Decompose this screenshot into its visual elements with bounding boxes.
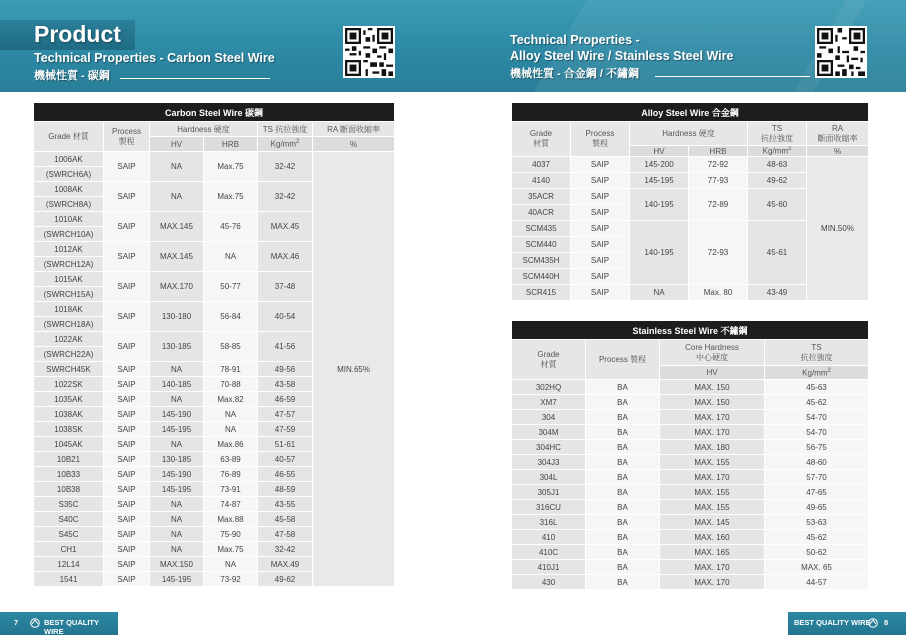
grade-cell: 304L bbox=[512, 470, 586, 485]
process-cell: SAIP bbox=[104, 572, 150, 587]
grade-cell: 1022SK bbox=[34, 377, 104, 392]
hrb-cell: 73-91 bbox=[204, 482, 258, 497]
process-cell: SAIP bbox=[104, 557, 150, 572]
stainless-steel-table bbox=[511, 320, 869, 590]
grade-cell: SCM435H bbox=[512, 253, 571, 269]
col-header-process: Process 製程 bbox=[104, 122, 150, 152]
ts-cell: 45-62 bbox=[765, 395, 869, 410]
grade-cell: (SWRCH8A) bbox=[34, 197, 104, 212]
table-row bbox=[512, 455, 869, 470]
page-number: 7 bbox=[14, 618, 19, 627]
hv-cell: 130-180 bbox=[150, 302, 204, 332]
hrb-cell: 72-89 bbox=[689, 189, 748, 221]
table-row bbox=[512, 500, 869, 515]
grade-cell: 1015AK bbox=[34, 272, 104, 287]
grade-cell: 4037 bbox=[512, 157, 571, 173]
hrb-cell: Max.75 bbox=[204, 152, 258, 182]
grade-cell: 316L bbox=[512, 515, 586, 530]
hv-cell: 140-185 bbox=[150, 377, 204, 392]
hv-cell: 140-195 bbox=[630, 221, 689, 285]
hv-cell: 130-185 bbox=[150, 332, 204, 362]
col-header-ts: TS 抗拉強度 bbox=[748, 122, 807, 146]
hrb-cell: Max.75 bbox=[204, 542, 258, 557]
process-cell: SAIP bbox=[571, 285, 630, 301]
hv-cell: NA bbox=[150, 542, 204, 557]
grade-cell: 1018AK bbox=[34, 302, 104, 317]
process-cell: SAIP bbox=[104, 467, 150, 482]
hrb-cell: Max.88 bbox=[204, 512, 258, 527]
ts-cell: 45-60 bbox=[748, 189, 807, 221]
process-cell: SAIP bbox=[104, 542, 150, 557]
hv-cell: MAX. 155 bbox=[660, 500, 765, 515]
hrb-cell: 70-88 bbox=[204, 377, 258, 392]
ts-cell: 43-58 bbox=[258, 377, 313, 392]
grade-cell: 1038AK bbox=[34, 407, 104, 422]
grade-cell: SCM440H bbox=[512, 269, 571, 285]
hv-cell: NA bbox=[150, 512, 204, 527]
hv-cell: MAX.150 bbox=[150, 557, 204, 572]
grade-cell: 304M bbox=[512, 425, 586, 440]
col-header-grade: Grade 材質 bbox=[512, 122, 571, 157]
grade-cell: 304HC bbox=[512, 440, 586, 455]
process-cell: BA bbox=[586, 485, 660, 500]
right-title-line1: Technical Properties - bbox=[510, 33, 640, 47]
ts-cell: MAX.45 bbox=[258, 212, 313, 242]
table-row bbox=[512, 575, 869, 590]
process-cell: BA bbox=[586, 410, 660, 425]
process-cell: SAIP bbox=[104, 407, 150, 422]
grade-cell: (SWRCH15A) bbox=[34, 287, 104, 302]
grade-cell: 1045AK bbox=[34, 437, 104, 452]
hv-cell: MAX.145 bbox=[150, 242, 204, 272]
footer-left bbox=[0, 612, 118, 635]
grade-cell: 1022AK bbox=[34, 332, 104, 347]
grade-cell: 1008AK bbox=[34, 182, 104, 197]
grade-cell: 410C bbox=[512, 545, 586, 560]
hv-cell: MAX.145 bbox=[150, 212, 204, 242]
process-cell: BA bbox=[586, 395, 660, 410]
hv-cell: 140-195 bbox=[630, 189, 689, 221]
process-cell: BA bbox=[586, 470, 660, 485]
hv-cell: 145-195 bbox=[630, 173, 689, 189]
ts-cell: 54-70 bbox=[765, 410, 869, 425]
process-cell: SAIP bbox=[104, 302, 150, 332]
hv-cell: NA bbox=[150, 392, 204, 407]
hrb-cell: Max. 80 bbox=[689, 285, 748, 301]
hv-cell: MAX. 150 bbox=[660, 395, 765, 410]
ts-cell: 40-57 bbox=[258, 452, 313, 467]
hv-cell: MAX. 150 bbox=[660, 380, 765, 395]
left-title: Technical Properties - Carbon Steel Wire bbox=[34, 51, 275, 65]
grade-cell: 10B33 bbox=[34, 467, 104, 482]
ts-cell: 48-59 bbox=[258, 482, 313, 497]
grade-cell: SCR415 bbox=[512, 285, 571, 301]
process-cell: SAIP bbox=[104, 212, 150, 242]
ts-cell: 44-57 bbox=[765, 575, 869, 590]
ts-cell: 32-42 bbox=[258, 542, 313, 557]
grade-cell: 304 bbox=[512, 410, 586, 425]
col-header-hv: HV bbox=[630, 146, 689, 157]
ts-cell: 53-63 bbox=[765, 515, 869, 530]
col-header-ra: RA 斷面收縮率 bbox=[313, 122, 395, 137]
process-cell: SAIP bbox=[104, 437, 150, 452]
process-cell: BA bbox=[586, 530, 660, 545]
process-cell: SAIP bbox=[104, 512, 150, 527]
table-row bbox=[512, 485, 869, 500]
hv-cell: NA bbox=[150, 182, 204, 212]
ts-cell: 54-70 bbox=[765, 425, 869, 440]
table-row bbox=[512, 545, 869, 560]
hrb-cell: 74-87 bbox=[204, 497, 258, 512]
hv-cell: 145-190 bbox=[150, 467, 204, 482]
ts-cell: 49-62 bbox=[748, 173, 807, 189]
carbon-steel-table bbox=[33, 102, 395, 587]
col-header-unit: $Kg/mm^2$ bbox=[765, 366, 869, 380]
process-cell: SAIP bbox=[104, 527, 150, 542]
grade-cell: 410 bbox=[512, 530, 586, 545]
hv-cell: 145-195 bbox=[150, 422, 204, 437]
grade-cell: (SWRCH12A) bbox=[34, 257, 104, 272]
table-row bbox=[512, 425, 869, 440]
process-cell: SAIP bbox=[104, 482, 150, 497]
footer-brand: BEST QUALITY WIRE bbox=[44, 618, 99, 636]
col-header-hv: HV bbox=[150, 137, 204, 152]
right-underline bbox=[655, 76, 810, 77]
process-cell: BA bbox=[586, 560, 660, 575]
hrb-cell: 72-93 bbox=[689, 221, 748, 285]
col-header-core-hardness: Core Hardness 中心硬度 bbox=[660, 340, 765, 366]
process-cell: SAIP bbox=[571, 173, 630, 189]
process-cell: SAIP bbox=[104, 377, 150, 392]
process-cell: SAIP bbox=[104, 272, 150, 302]
grade-cell: (SWRCH18A) bbox=[34, 317, 104, 332]
hv-cell: MAX. 170 bbox=[660, 410, 765, 425]
brand-logo-icon bbox=[868, 618, 878, 628]
carbon-table-title: Carbon Steel Wire 碳鋼 bbox=[34, 103, 395, 122]
product-tab bbox=[0, 20, 135, 50]
col-header-unit: $Kg/mm^2$ bbox=[748, 146, 807, 157]
table-row bbox=[512, 410, 869, 425]
ts-cell: 46-59 bbox=[258, 392, 313, 407]
grade-cell: 10B38 bbox=[34, 482, 104, 497]
col-header-ts: TS 抗拉強度 bbox=[765, 340, 869, 366]
hrb-cell: NA bbox=[204, 557, 258, 572]
process-cell: SAIP bbox=[104, 332, 150, 362]
hrb-cell: 73-92 bbox=[204, 572, 258, 587]
hrb-cell: Max.82 bbox=[204, 392, 258, 407]
hrb-cell: 78-91 bbox=[204, 362, 258, 377]
hv-cell: 145-190 bbox=[150, 407, 204, 422]
grade-cell: (SWRCH22A) bbox=[34, 347, 104, 362]
col-header-process: Process 製程 bbox=[571, 122, 630, 157]
process-cell: SAIP bbox=[104, 392, 150, 407]
grade-cell: 10B21 bbox=[34, 452, 104, 467]
grade-cell: S35C bbox=[34, 497, 104, 512]
hv-cell: NA bbox=[630, 285, 689, 301]
ts-cell: 47-57 bbox=[258, 407, 313, 422]
col-header-ra: RA 斷面收縮率 bbox=[807, 122, 869, 146]
hrb-cell: 76-89 bbox=[204, 467, 258, 482]
table-row bbox=[512, 380, 869, 395]
hv-cell: NA bbox=[150, 527, 204, 542]
process-cell: SAIP bbox=[104, 422, 150, 437]
brand-logo-icon bbox=[30, 618, 40, 628]
ts-cell: 46-55 bbox=[258, 467, 313, 482]
table-row bbox=[512, 515, 869, 530]
ts-cell: 41-56 bbox=[258, 332, 313, 362]
hv-cell: 145-195 bbox=[150, 482, 204, 497]
grade-cell: XM7 bbox=[512, 395, 586, 410]
process-cell: SAIP bbox=[571, 157, 630, 173]
hrb-cell: NA bbox=[204, 422, 258, 437]
grade-cell: 410J1 bbox=[512, 560, 586, 575]
grade-cell: S40C bbox=[34, 512, 104, 527]
col-header-grade: Grade 材質 bbox=[512, 340, 586, 380]
ts-cell: MAX.46 bbox=[258, 242, 313, 272]
hrb-cell: Max.86 bbox=[204, 437, 258, 452]
col-header-percent: % bbox=[807, 146, 869, 157]
table-row bbox=[512, 395, 869, 410]
process-cell: SAIP bbox=[571, 253, 630, 269]
hv-cell: MAX.170 bbox=[150, 272, 204, 302]
process-cell: SAIP bbox=[571, 205, 630, 221]
grade-cell: 35ACR bbox=[512, 189, 571, 205]
alloy-steel-table bbox=[511, 102, 869, 301]
hrb-cell: 45-76 bbox=[204, 212, 258, 242]
qr-code-icon[interactable] bbox=[815, 26, 867, 78]
grade-cell: (SWRCH10A) bbox=[34, 227, 104, 242]
col-header-hardness: Hardness 硬度 bbox=[150, 122, 258, 137]
table-row bbox=[512, 560, 869, 575]
process-cell: BA bbox=[586, 575, 660, 590]
grade-cell: 304J3 bbox=[512, 455, 586, 470]
hrb-cell: 50-77 bbox=[204, 272, 258, 302]
hv-cell: MAX. 155 bbox=[660, 485, 765, 500]
ts-cell: 47-59 bbox=[258, 422, 313, 437]
hv-cell: MAX. 165 bbox=[660, 545, 765, 560]
table-row bbox=[34, 152, 395, 167]
process-cell: SAIP bbox=[571, 189, 630, 205]
hv-cell: 145-200 bbox=[630, 157, 689, 173]
grade-cell: SWRCH45K bbox=[34, 362, 104, 377]
ts-cell: 32-42 bbox=[258, 152, 313, 182]
ts-cell: 40-54 bbox=[258, 302, 313, 332]
grade-cell: CH1 bbox=[34, 542, 104, 557]
right-title-line2: Alloy Steel Wire / Stainless Steel Wire bbox=[510, 49, 734, 63]
col-header-hrb: HRB bbox=[204, 137, 258, 152]
ts-cell: 50-62 bbox=[765, 545, 869, 560]
col-header-hv: HV bbox=[660, 366, 765, 380]
grade-cell: S45C bbox=[34, 527, 104, 542]
ts-cell: 48-60 bbox=[765, 455, 869, 470]
col-header-percent: % bbox=[313, 137, 395, 152]
process-cell: BA bbox=[586, 500, 660, 515]
process-cell: SAIP bbox=[104, 242, 150, 272]
process-cell: SAIP bbox=[104, 182, 150, 212]
process-cell: SAIP bbox=[104, 497, 150, 512]
grade-cell: 430 bbox=[512, 575, 586, 590]
hrb-cell: 72-92 bbox=[689, 157, 748, 173]
process-cell: BA bbox=[586, 545, 660, 560]
grade-cell: 1035AK bbox=[34, 392, 104, 407]
grade-cell: 1010AK bbox=[34, 212, 104, 227]
hv-cell: 130-185 bbox=[150, 452, 204, 467]
ra-cell: MIN.65% bbox=[313, 152, 395, 587]
product-heading: Product bbox=[34, 21, 121, 47]
alloy-table-title: Alloy Steel Wire 合金鋼 bbox=[512, 103, 869, 122]
ts-cell: 57-70 bbox=[765, 470, 869, 485]
hrb-cell: 58-85 bbox=[204, 332, 258, 362]
col-header-hrb: HRB bbox=[689, 146, 748, 157]
grade-cell: 12L14 bbox=[34, 557, 104, 572]
hrb-cell: 77-93 bbox=[689, 173, 748, 189]
ts-cell: MAX. 65 bbox=[765, 560, 869, 575]
hrb-cell: 75-90 bbox=[204, 527, 258, 542]
hv-cell: NA bbox=[150, 362, 204, 377]
ts-cell: 45-61 bbox=[748, 221, 807, 285]
hrb-cell: NA bbox=[204, 242, 258, 272]
ts-cell: 45-58 bbox=[258, 512, 313, 527]
hv-cell: MAX. 160 bbox=[660, 530, 765, 545]
grade-cell: SCM435 bbox=[512, 221, 571, 237]
footer-right bbox=[788, 612, 906, 635]
stainless-table-title: Stainless Steel Wire 不鏽鋼 bbox=[512, 321, 869, 340]
process-cell: BA bbox=[586, 440, 660, 455]
left-underline bbox=[120, 78, 270, 79]
grade-cell: 305J1 bbox=[512, 485, 586, 500]
ra-cell: MIN.50% bbox=[807, 157, 869, 301]
col-header-process: Process 製程 bbox=[586, 340, 660, 380]
hrb-cell: 63-89 bbox=[204, 452, 258, 467]
process-cell: SAIP bbox=[571, 221, 630, 237]
ts-cell: 45-63 bbox=[765, 380, 869, 395]
footer-brand: BEST QUALITY WIRE bbox=[794, 618, 871, 627]
hv-cell: 145-195 bbox=[150, 572, 204, 587]
process-cell: BA bbox=[586, 515, 660, 530]
ts-cell: 43-55 bbox=[258, 497, 313, 512]
table-row bbox=[512, 440, 869, 455]
process-cell: SAIP bbox=[104, 152, 150, 182]
process-cell: BA bbox=[586, 425, 660, 440]
grade-cell: 316CU bbox=[512, 500, 586, 515]
hv-cell: NA bbox=[150, 152, 204, 182]
qr-code-icon[interactable] bbox=[343, 26, 395, 78]
ts-cell: 49-56 bbox=[258, 362, 313, 377]
grade-cell: 302HQ bbox=[512, 380, 586, 395]
process-cell: SAIP bbox=[571, 237, 630, 253]
ts-cell: 43-49 bbox=[748, 285, 807, 301]
ts-cell: 47-65 bbox=[765, 485, 869, 500]
process-cell: BA bbox=[586, 380, 660, 395]
process-cell: SAIP bbox=[104, 362, 150, 377]
hv-cell: MAX. 170 bbox=[660, 560, 765, 575]
grade-cell: 1541 bbox=[34, 572, 104, 587]
ts-cell: MAX.49 bbox=[258, 557, 313, 572]
table-row bbox=[512, 470, 869, 485]
grade-cell: (SWRCH6A) bbox=[34, 167, 104, 182]
hv-cell: MAX. 155 bbox=[660, 455, 765, 470]
ts-cell: 49-65 bbox=[765, 500, 869, 515]
table-row bbox=[512, 530, 869, 545]
hv-cell: MAX. 170 bbox=[660, 575, 765, 590]
hrb-cell: Max.75 bbox=[204, 182, 258, 212]
ts-cell: 51-61 bbox=[258, 437, 313, 452]
grade-cell: SCM440 bbox=[512, 237, 571, 253]
hv-cell: MAX. 180 bbox=[660, 440, 765, 455]
grade-cell: 1012AK bbox=[34, 242, 104, 257]
ts-cell: 32-42 bbox=[258, 182, 313, 212]
hv-cell: NA bbox=[150, 497, 204, 512]
ts-cell: 49-62 bbox=[258, 572, 313, 587]
grade-cell: 40ACR bbox=[512, 205, 571, 221]
hv-cell: MAX. 170 bbox=[660, 470, 765, 485]
ts-cell: 37-48 bbox=[258, 272, 313, 302]
hrb-cell: 56-84 bbox=[204, 302, 258, 332]
page-number: 8 bbox=[884, 618, 889, 627]
ts-cell: 47-58 bbox=[258, 527, 313, 542]
col-header-ts: TS 抗拉強度 bbox=[258, 122, 313, 137]
ts-cell: 48-63 bbox=[748, 157, 807, 173]
hrb-cell: NA bbox=[204, 407, 258, 422]
left-subtitle: 機械性質 - 碳鋼 bbox=[34, 70, 110, 82]
grade-cell: 1038SK bbox=[34, 422, 104, 437]
right-subtitle: 機械性質 - 合金鋼 / 不鏽鋼 bbox=[510, 68, 639, 80]
grade-cell: 1006AK bbox=[34, 152, 104, 167]
col-header-grade: Grade 材質 bbox=[34, 122, 104, 152]
process-cell: BA bbox=[586, 455, 660, 470]
ts-cell: 45-62 bbox=[765, 530, 869, 545]
process-cell: SAIP bbox=[571, 269, 630, 285]
hv-cell: NA bbox=[150, 437, 204, 452]
col-header-hardness: Hardness 硬度 bbox=[630, 122, 748, 146]
hv-cell: MAX. 170 bbox=[660, 425, 765, 440]
hv-cell: MAX. 145 bbox=[660, 515, 765, 530]
ts-cell: 56-75 bbox=[765, 440, 869, 455]
grade-cell: 4140 bbox=[512, 173, 571, 189]
process-cell: SAIP bbox=[104, 452, 150, 467]
col-header-unit: $Kg/mm^2$ bbox=[258, 137, 313, 152]
